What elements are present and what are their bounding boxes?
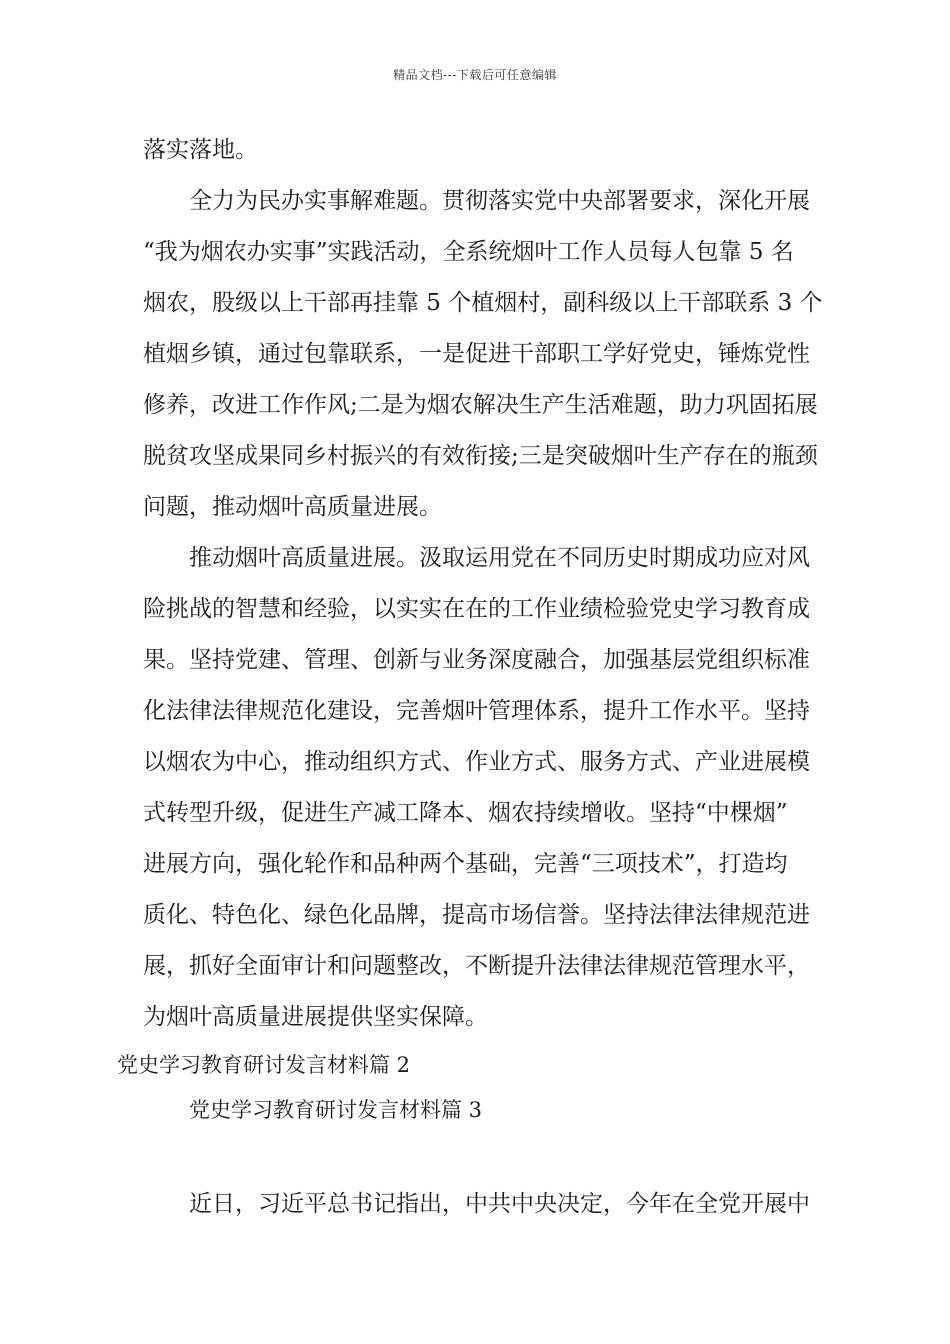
- text-line: 烟农，股级以上干部再挂靠 5 个植烟村，副科级以上干部联系 3 个: [143, 290, 823, 316]
- text-line: 进展方向，强化轮作和品种两个基础，完善“三项技术”，打造均: [143, 851, 788, 877]
- paragraph: [143, 1179, 810, 1230]
- paragraph: [143, 125, 807, 176]
- text-line: 化法律法律规范化建设，完善烟叶管理体系，提升工作水平。坚持: [143, 698, 810, 724]
- text-line: 推动烟叶高质量进展。汲取运用党在不同历史时期成功应对风: [189, 545, 810, 571]
- text-line: 脱贫攻坚成果同乡村振兴的有效衔接;三是突破烟叶生产存在的瓶颈: [143, 443, 818, 469]
- text-line: 全力为民办实事解难题。贯彻落实党中央部署要求，深化开展: [189, 188, 810, 214]
- text-line: 以烟农为中心，推动组织方式、作业方式、服务方式、产业进展模: [143, 749, 810, 775]
- text-line: 问题，推动烟叶高质量进展。: [143, 494, 442, 520]
- text-line: 险挑战的智慧和经验，以实实在在的工作业绩检验党史学习教育成: [143, 596, 810, 622]
- text-line: 近日，习近平总书记指出，中共中央决定，今年在全党开展中: [189, 1191, 810, 1217]
- page-header: 精品文档---下载后可任意编辑: [393, 68, 557, 82]
- text-line: 落实落地。: [143, 137, 258, 163]
- text-line: 质化、特色化、绿色化品牌，提高市场信誉。坚持法律法律规范进: [143, 902, 810, 928]
- section-heading-part2: 党史学习教育研讨发言材料篇 2: [117, 1053, 411, 1077]
- section-heading-part3: 党史学习教育研讨发言材料篇 3: [189, 1098, 483, 1122]
- paragraph: [143, 533, 810, 1043]
- text-line: 修养，改进工作作风;二是为烟农解决生产生活难题，助力巩固拓展: [143, 392, 818, 418]
- text-line: 为烟叶高质量进展提供坚实保障。: [143, 1004, 488, 1030]
- paragraph: [143, 176, 823, 533]
- document-body: [117, 125, 823, 1230]
- text-line: 展，抓好全面审计和问题整改，不断提升法律法律规范管理水平，: [143, 953, 810, 979]
- text-line: 果。坚持党建、管理、创新与业务深度融合，加强基层党组织标准: [143, 647, 810, 673]
- text-line: 植烟乡镇，通过包靠联系，一是促进干部职工学好党史，锤炼党性: [143, 341, 810, 367]
- text-line: “我为烟农办实事”实践活动，全系统烟叶工作人员每人包靠 5 名: [143, 239, 794, 265]
- text-line: 式转型升级，促进生产减工降本、烟农持续增收。坚持“中棵烟”: [143, 800, 788, 826]
- spacer: [143, 1133, 807, 1179]
